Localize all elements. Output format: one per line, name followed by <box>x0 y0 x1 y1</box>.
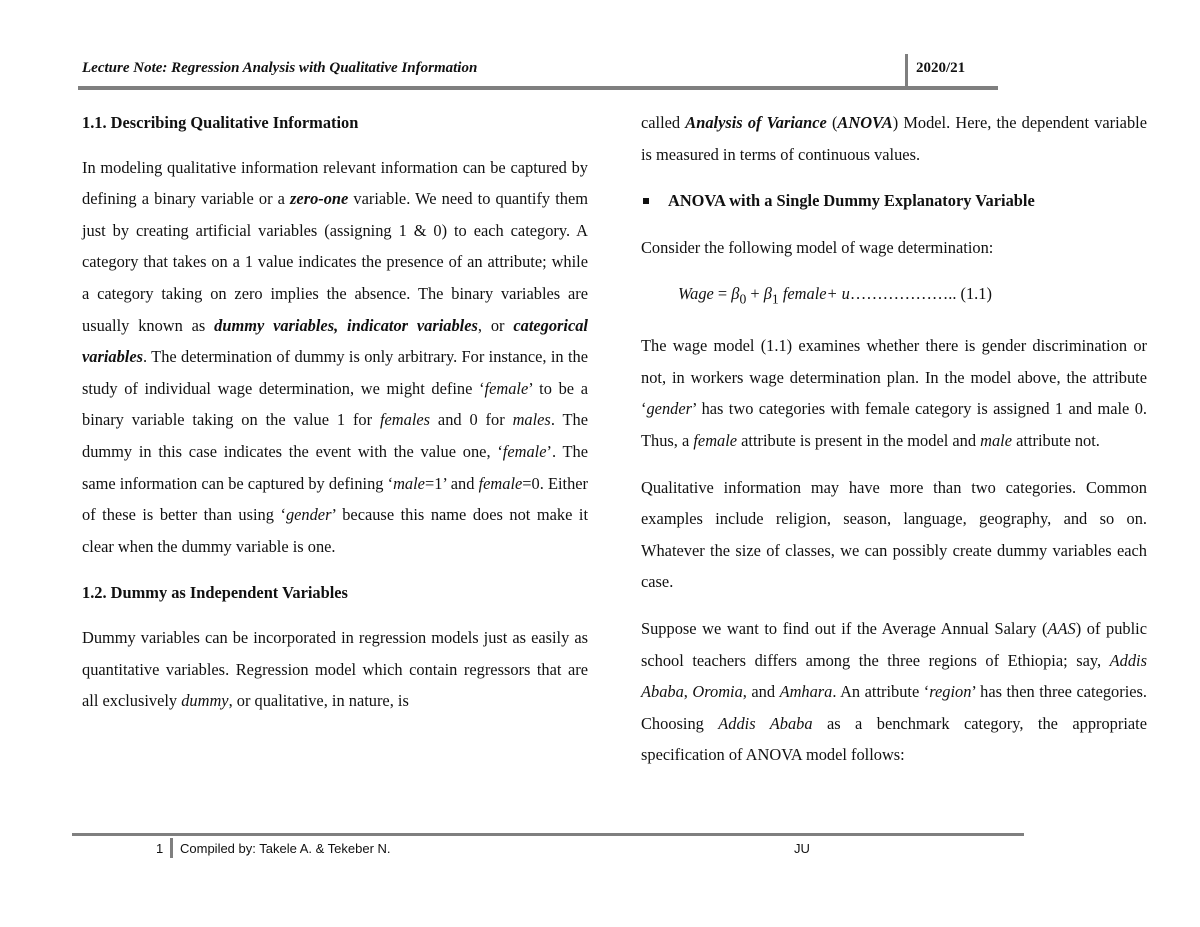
equation-1-1: Wage = $\beta_0 + \beta_1$ female+ u……………….. (1.1) <box>678 284 992 307</box>
paragraph-multiple-categories: Qualitative information may have more than two categories. Common examples include religion, season, language, geography, and so on. Whatever the size of classes, we can possibly create dummy variables each case. <box>641 477 1147 592</box>
right-column <box>641 107 1147 771</box>
page-number: 1 <box>156 841 164 856</box>
paragraph-anova-intro: called Analysis of Variance (ANOVA) Model. Here, the dependent variable is measured in terms of continuous values. <box>641 113 1147 164</box>
section-heading-1-2: 1.2. Dummy as Independent Variables <box>82 583 348 603</box>
footer-institution: JU <box>794 841 810 856</box>
paragraph-aas-example: Suppose we want to find out if the Average Annual Salary (AAS) of public school teachers differs among the three regions of Ethiopia; say, Addis Ababa, Oromia, and Amhara. An attribute ‘region’ has then three categories. Choosing Addis Ababa as a benchmark category, the appropriate specification of ANOVA model follows: <box>641 619 1148 765</box>
bullet-heading-anova: ANOVA with a Single Dummy Explanatory Variable <box>641 185 1147 217</box>
header-title: Lecture Note: Regression Analysis with Qualitative Information <box>82 60 478 76</box>
footer-divider <box>170 838 173 858</box>
paragraph-qualitative-info: In modeling qualitative information relevant information can be captured by defining a binary variable or a zero-one variable. We need to quantify them just by creating artificial variables (assigning 1 & 0) to each category. A category that takes on a 1 value indicates the presence of an attribute; while a category taking on zero implies the absence. The binary variables are usually known as dummy variables, indicator variables, or categorical variables. The determination of dummy is only arbitrary. For instance, in the study of individual wage determination, we might define ‘female’ to be a binary variable taking on the value 1 for females and 0 for males. The dummy in this case indicates the event with the value one, ‘female’. The same information can be captured by defining ‘male=1’ and female=0. Either of these is better than using ‘gender’ because this name does not make it clear when the dummy variable is one. <box>82 157 589 556</box>
header-year: 2020/21 <box>916 60 966 76</box>
section-heading-1-1: 1.1. Describing Qualitative Information <box>82 113 359 132</box>
header-divider <box>905 54 908 88</box>
square-bullet-icon <box>643 198 649 204</box>
left-column <box>82 107 588 717</box>
header-rule <box>78 86 998 90</box>
paragraph-dummy-independent: Dummy variables can be incorporated in regression models just as easily as quantitative variables. Regression model which contain regressors that are all exclusively dummy, or qualitative, in nature, is <box>82 627 588 711</box>
footer-rule <box>72 833 1024 836</box>
paragraph-wage-model-explained: The wage model (1.1) examines whether there is gender discrimination or not, in workers wage determination plan. In the model above, the attribute ‘gender’ has two categories with female category is assigned 1 and male 0. Thus, a female attribute is present in the model and male attribute not. <box>641 336 1147 451</box>
paragraph-wage-model-intro: Consider the following model of wage determination: <box>641 237 994 257</box>
footer-compiled-by: Compiled by: Takele A. & Tekeber N. <box>180 841 391 856</box>
